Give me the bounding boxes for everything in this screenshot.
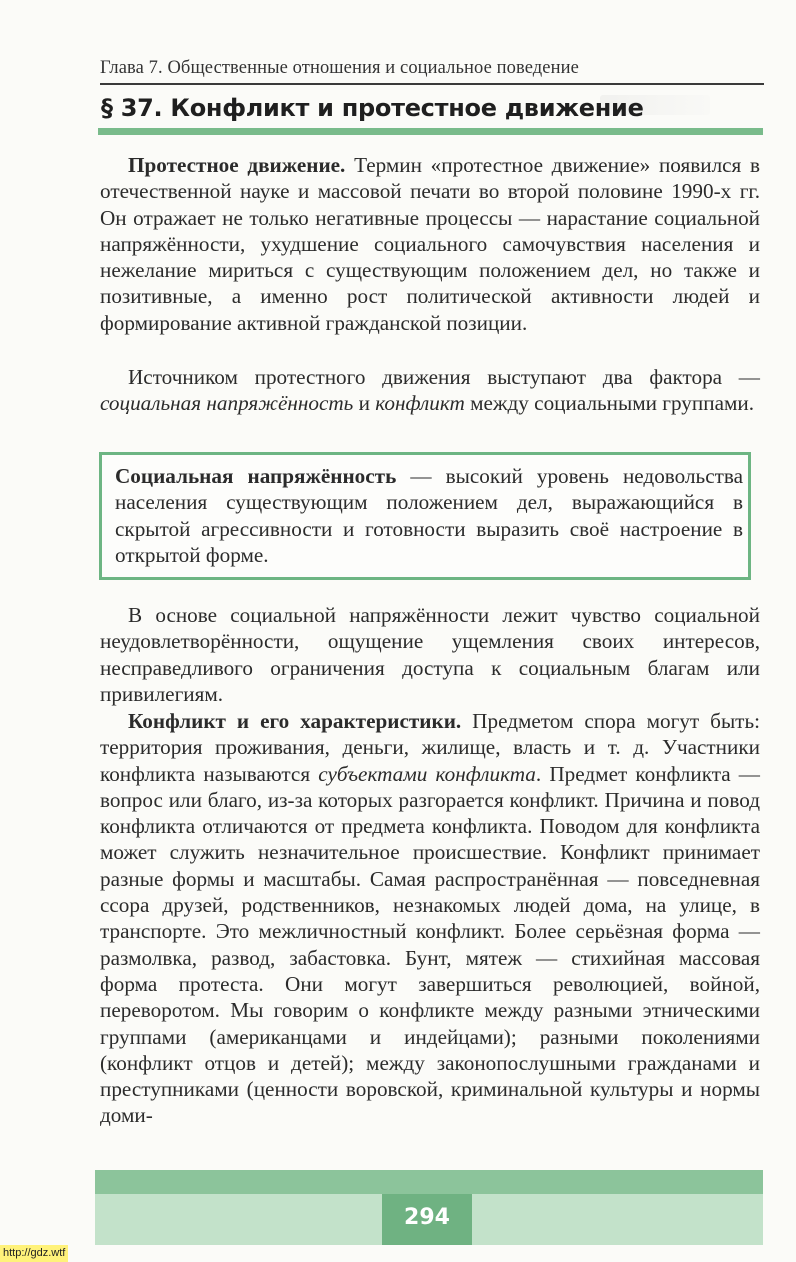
title-underline-bar bbox=[98, 128, 763, 135]
paragraph-sources bbox=[100, 364, 760, 417]
definition-text bbox=[115, 463, 743, 568]
definition-body: — высокий уровень недовольства населения существующим положением дел, выражающийся в скрытой агрессивности и готовности выразить своё настроение в открытой форме. bbox=[115, 464, 744, 567]
page-number: 294 bbox=[404, 1205, 450, 1230]
term-conflict-characteristics: Конфликт и его характеристики. bbox=[128, 709, 462, 733]
paragraph-text: Источником протестного движения выступают два фактора — bbox=[128, 365, 760, 389]
footer-stripe bbox=[95, 1170, 763, 1194]
paragraph-basis bbox=[100, 602, 760, 707]
term-protest-movement: Протестное движение. bbox=[128, 153, 346, 177]
definition-term: Социальная напряжённость bbox=[115, 464, 397, 488]
definition-box bbox=[99, 452, 751, 580]
paragraph-text: Предметом спора могут быть: территория проживания, деньги, жилище, власть и т. д. Участники конфликта называются bbox=[100, 709, 760, 786]
paragraph-text: между социальными группами. bbox=[464, 391, 755, 416]
paragraph-conflict bbox=[100, 708, 760, 1129]
paragraph-text: В основе социальной напряжённости лежит чувство социальной неудовлетворённости, ощущение ущемления своих интересов, несправедливого ограничения доступа к социальным благам или привилегиям. bbox=[100, 603, 760, 706]
header-rule bbox=[100, 83, 764, 85]
paragraph-protest-movement bbox=[100, 152, 760, 336]
paragraph-text: . Предмет конфликта — вопрос или благо, из-за которых разгорается конфликт. Причина и повод конфликта отличаются от предмета конфликта. Поводом для конфликта может служить незначительное происшествие. Конфликт принимает разные формы и масштабы. Самая распространённая — повседневная ссора друзей, родственников, незнакомых людей дома, на улице, в транспорте. Это межличностный конфликт. Более серьёзная форма — размолвка, развод, забастовка. Бунт, мятеж — стихийная массовая форма протеста. Они могут завершиться революцией, войной, переворотом. Мы говорим о конфликте между разными этническими группами (американцами и индейцами); разными поколениями (конфликт отцов и детей); между законопослушными гражданами и преступниками (ценности воровской, криминальной культуры и нормы доми- bbox=[100, 761, 760, 1128]
paragraph-text: Термин «протестное движение» появился в отечественной науке и массовой печати во второй половине 1990-х гг. Он отражает не только негативные процессы — нарастание социальной напряжённости, ухудшение социального самочувствия населения и нежелание мириться с существующим положением дел, но также и позитивные, а именно рост политической активности людей и формирование активной гражданской позиции. bbox=[100, 153, 761, 335]
italic-term-tension: социальная напряжённость bbox=[100, 391, 354, 416]
watermark-link[interactable]: http://gdz.wtf bbox=[0, 1245, 68, 1262]
italic-term-subjects: субъектами конфликта bbox=[318, 761, 536, 786]
running-head: Глава 7. Общественные отношения и социальное поведение bbox=[100, 58, 579, 78]
italic-term-conflict: конфликт bbox=[375, 391, 465, 416]
section-title: § 37. Конфликт и протестное движение bbox=[101, 94, 644, 122]
paragraph-text: и bbox=[353, 391, 376, 416]
